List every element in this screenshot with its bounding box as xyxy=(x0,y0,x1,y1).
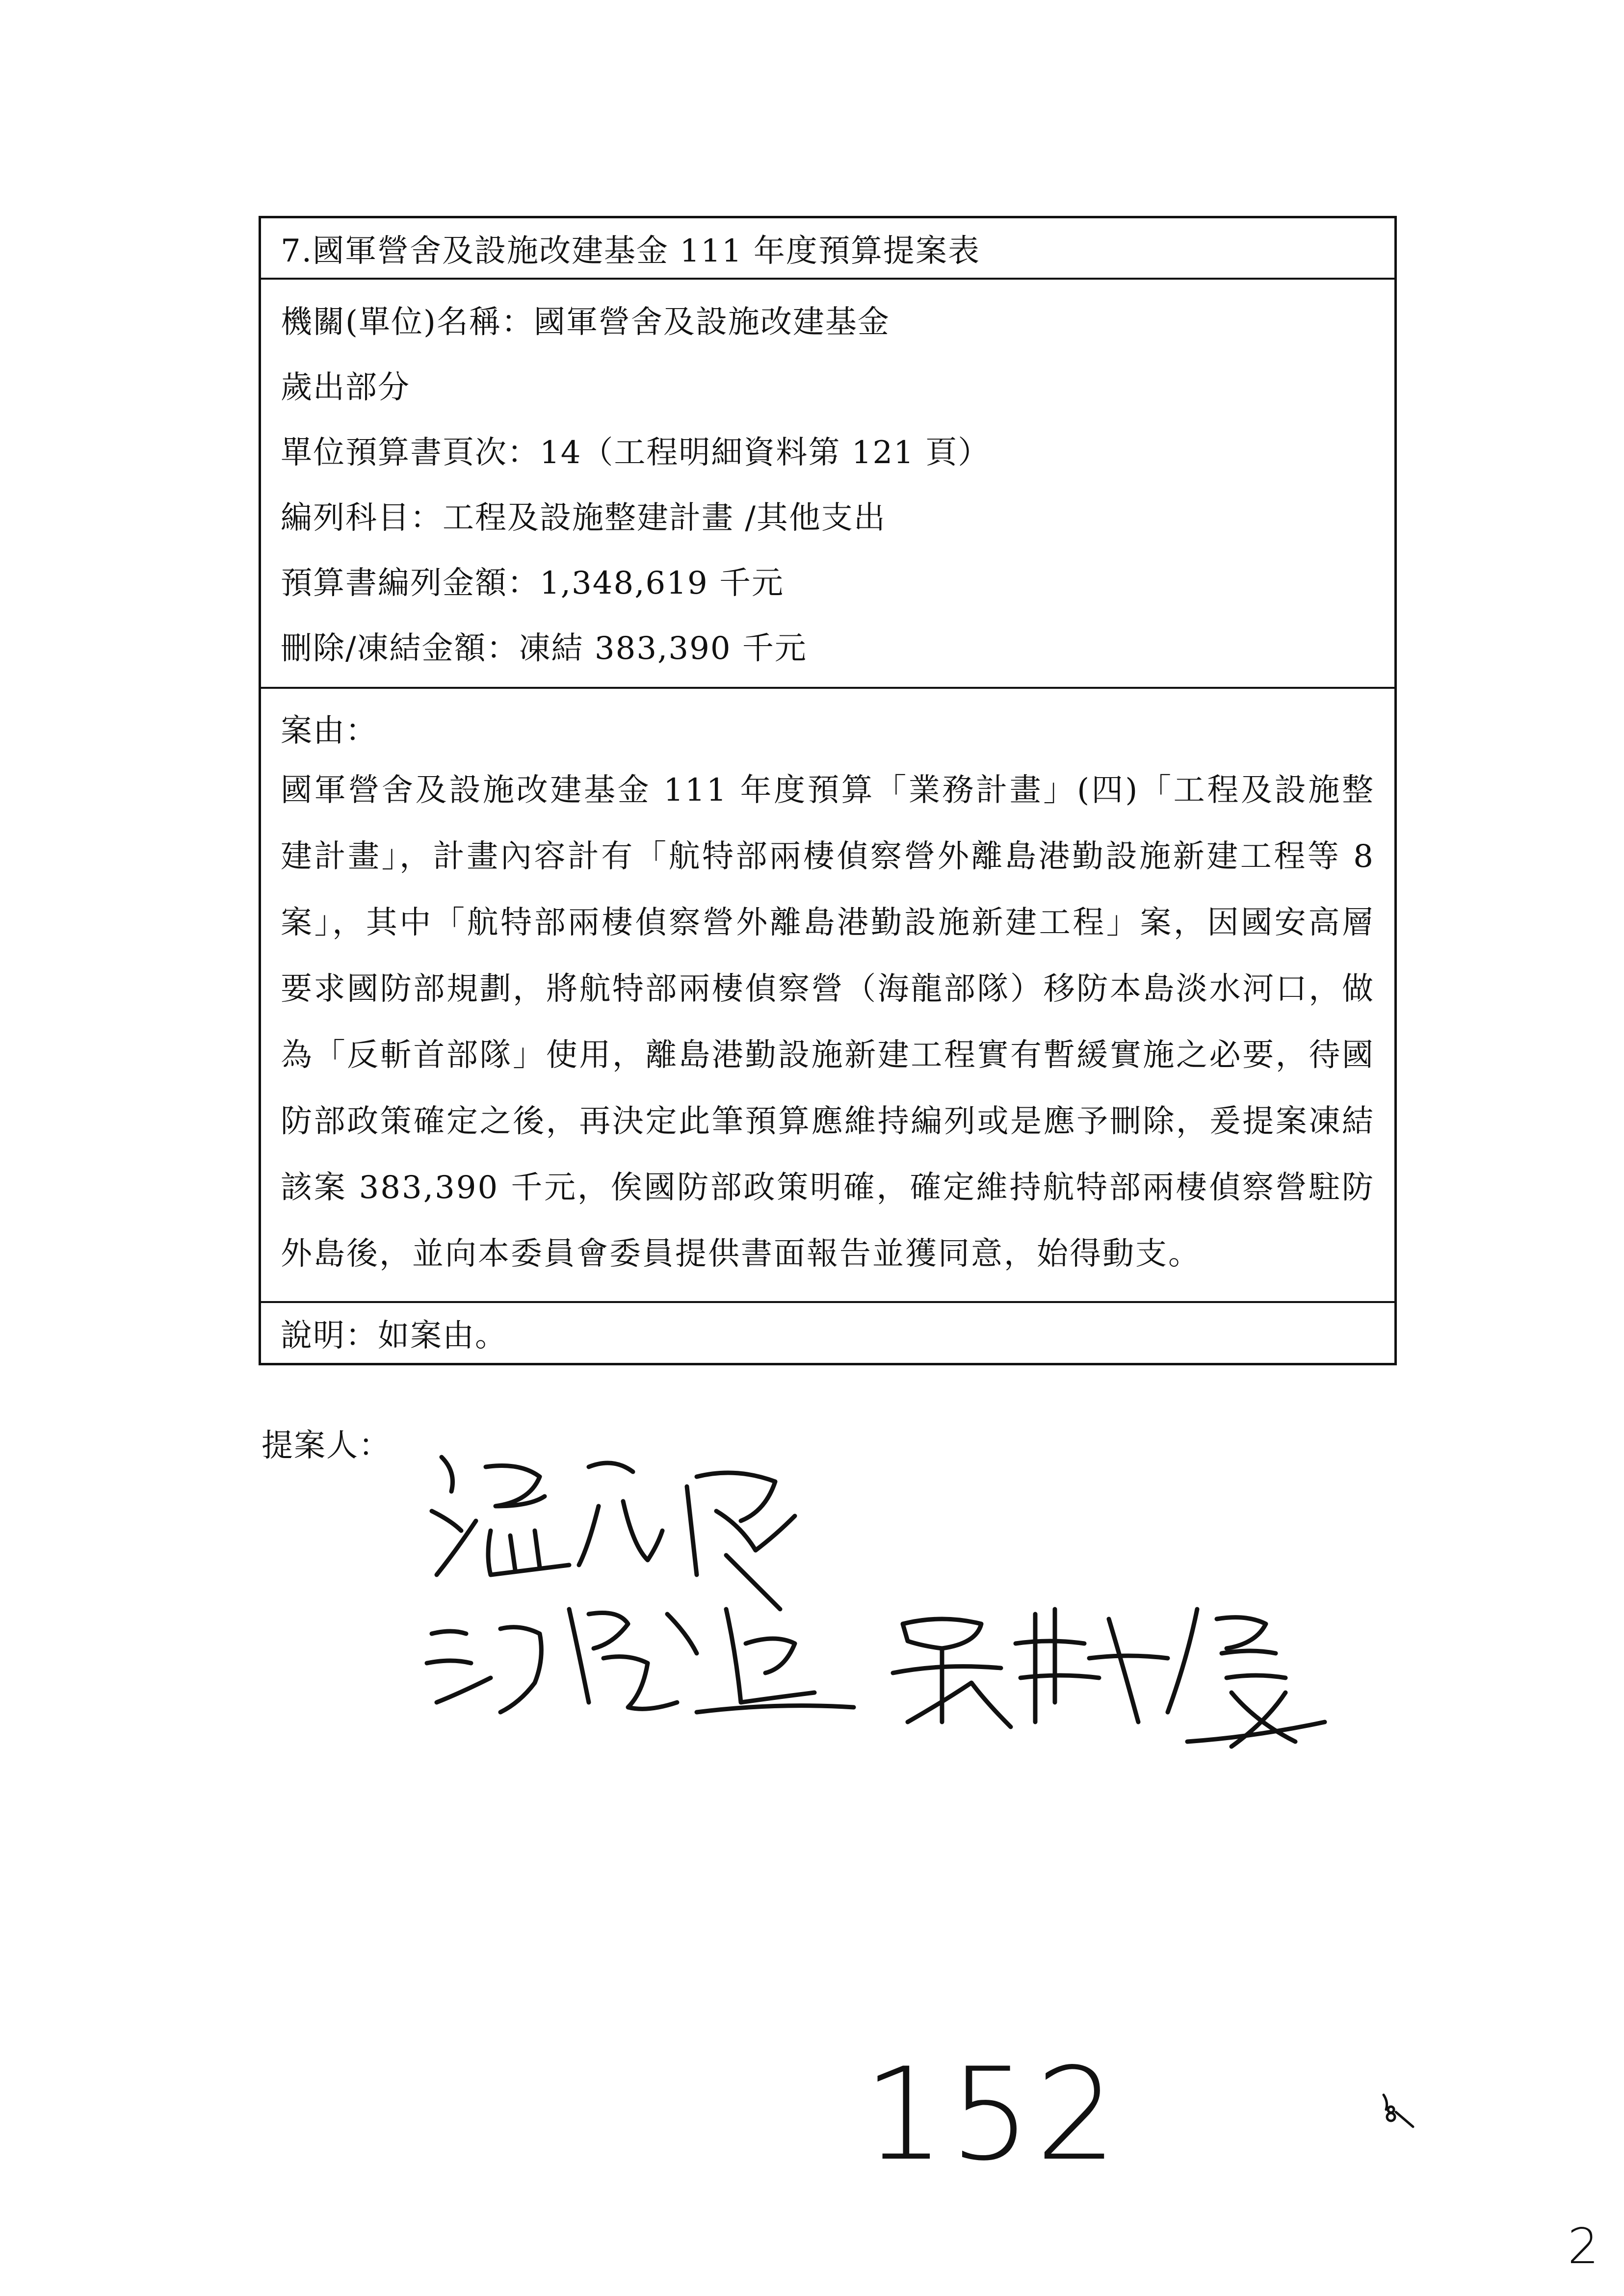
reason-section xyxy=(261,689,1394,1303)
reason-label: 案由： xyxy=(281,713,378,749)
proposer-label: 提案人： xyxy=(262,1428,391,1464)
signatures xyxy=(422,1447,1354,1781)
agency-name: 機關(單位)名稱：國軍營舍及設施改建基金 xyxy=(281,304,890,340)
expenditure-part: 歲出部分 xyxy=(281,369,410,406)
info-section xyxy=(261,280,1394,689)
reason-text: 國軍營舍及設施改建基金 111 年度預算「業務計畫」(四)「工程及設施整建計畫」，計畫內容計有「航特部兩棲偵察營外離島港勤設施新建工程等 8 案」，其中「航特部兩棲偵察營外離島港勤設施新建工程」案，因國安高層要求國防部規劃，將航特部兩棲偵察營（海龍部隊）移防本島淡水河口，做為「反斬首部隊」使用，離島港勤設施新建工程實有暫緩實施之必要，待國防部政策確定之後，再決定此筆預算應維持編列或是應予刪除，爰提案凍結該案 383,390 千元，俟國防部政策明確，確定維持航特部兩棲偵察營駐防外島後，並向本委員會委員提供書面報告並獲同意，始得動支。 xyxy=(281,772,1375,1272)
signature-3 xyxy=(893,1609,1325,1747)
freeze-amount: 刪除/凍結金額：凍結 383,390 千元 xyxy=(281,630,807,667)
budget-page-ref: 單位預算書頁次：14（工程明細資料第 121 頁） xyxy=(281,434,991,471)
budget-amount: 預算書編列金額：1,348,619 千元 xyxy=(281,565,785,601)
budget-subject: 編列科目：工程及設施整建計畫 /其他支出 xyxy=(281,499,886,536)
signature-1 xyxy=(432,1457,795,1609)
table-title: 7.國軍營舍及設施改建基金 111 年度預算提案表 xyxy=(261,218,1394,280)
corner-mark-icon xyxy=(1379,2090,1418,2129)
explanation: 說明：如案由。 xyxy=(281,1318,507,1354)
corner-number: 2 xyxy=(1568,2218,1599,2275)
page-number: 152 xyxy=(864,2041,1122,2189)
signature-2 xyxy=(427,1609,854,1712)
proposal-table xyxy=(259,216,1397,1365)
